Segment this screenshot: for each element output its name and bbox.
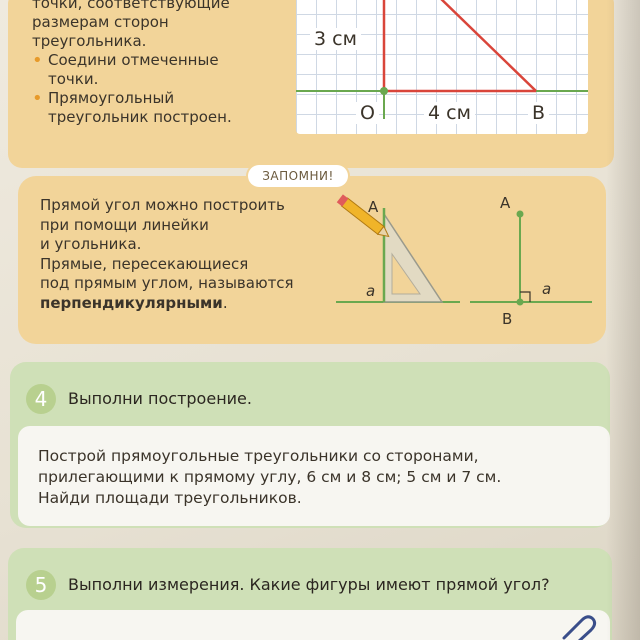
bullet-text: Соедини отмеченные xyxy=(48,51,219,69)
remember-text xyxy=(40,196,330,313)
set-square-drawing xyxy=(336,194,460,302)
point-a-label-right: A xyxy=(500,194,511,212)
step-line: треугольника. xyxy=(32,32,147,50)
leg-length-horizontal: 4 см xyxy=(424,102,475,124)
step-line: точки, соответствующие xyxy=(32,0,230,12)
line-a-label-left: a xyxy=(366,282,376,300)
bullet-step-cont: точки. xyxy=(48,70,99,88)
remember-line: и угольника. xyxy=(40,235,142,253)
point-o xyxy=(380,87,388,95)
grid-diagram xyxy=(296,0,588,134)
remember-line: при помощи линейки xyxy=(40,215,209,234)
remember-line-term xyxy=(40,294,330,314)
perpendicular-lines-drawing xyxy=(470,194,592,328)
bullet-step xyxy=(48,89,282,108)
task-4-line: прилегающими к прямому углу, 6 см и 8 см; 5 см и 7 см. xyxy=(38,468,502,486)
leg-length-vertical: 3 см xyxy=(310,28,361,50)
bullet-text: Прямоугольный xyxy=(48,89,175,107)
term-period: . xyxy=(222,293,228,312)
point-b-label-right: B xyxy=(502,310,513,328)
bold-term: перпендикулярными xyxy=(40,293,223,312)
origin-label: О xyxy=(356,102,379,124)
task-5-body-box xyxy=(16,610,610,640)
remember-line: Прямой угол можно построить xyxy=(40,196,285,214)
task-4-number: 4 xyxy=(26,384,56,414)
triangle-legs xyxy=(384,0,536,91)
bullet-step xyxy=(48,51,282,70)
remember-line: под прямым углом, называются xyxy=(40,274,294,292)
triangle-hypotenuse xyxy=(436,0,536,91)
paperclip-icon xyxy=(560,612,600,640)
task-5-number: 5 xyxy=(26,570,56,600)
step-line: размерам сторон xyxy=(32,13,169,31)
point-b-label: B xyxy=(528,102,549,124)
remember-line: Прямые, пересекающиеся xyxy=(40,254,249,273)
page-edge-shadow xyxy=(606,0,640,640)
task-4-title: Выполни построение. xyxy=(68,389,252,408)
point-a-dot xyxy=(517,211,524,218)
task-4-line: Найди площади треугольников. xyxy=(38,489,302,507)
task-5-title: Выполни измерения. Какие фигуры имеют прямой угол? xyxy=(68,575,550,594)
perpendicular-illustration xyxy=(330,192,600,332)
point-a-label-left: A xyxy=(368,198,379,216)
line-a-label-right: a xyxy=(542,280,552,298)
task-4-body xyxy=(38,446,598,509)
remember-badge: ЗАПОМНИ! xyxy=(248,165,348,187)
point-b-dot xyxy=(517,299,524,306)
construction-steps xyxy=(22,0,282,127)
task-4-line: Построй прямоугольные треугольники со сторонами, xyxy=(38,447,479,465)
bullet-step-cont: треугольник построен. xyxy=(48,108,232,126)
